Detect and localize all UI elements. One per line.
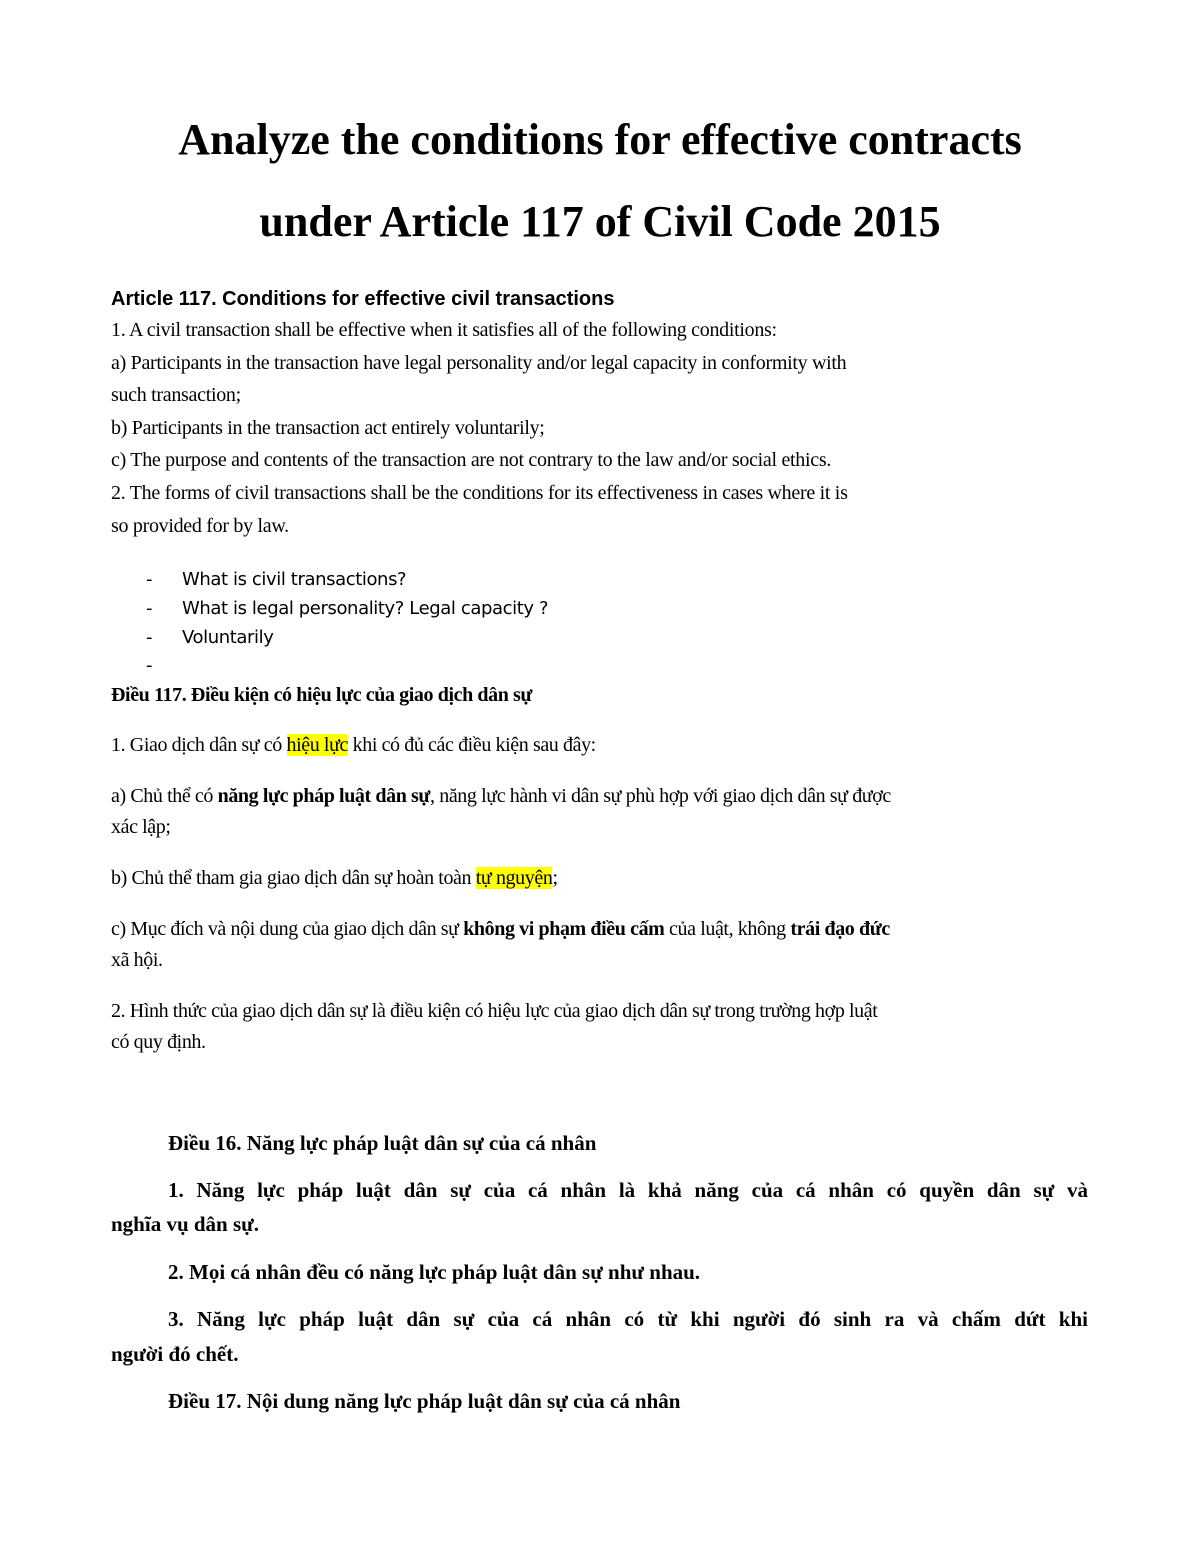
highlighted-text: tự nguyện	[475, 867, 553, 889]
highlighted-text: hiệu lực	[286, 734, 349, 756]
bold-text: năng lực pháp luật dân sự	[217, 785, 431, 807]
article-16-clause-3-cont: người đó chết.	[111, 1342, 239, 1366]
text: của luật, không	[664, 918, 791, 940]
article-vn-clause-c	[111, 919, 890, 939]
article-en-line: b) Participants in the transaction act entirely voluntarily;	[111, 417, 545, 439]
article-vn-clause-c-cont: xã hội.	[111, 949, 163, 971]
article-vn-clause-1	[111, 735, 596, 755]
bold-text: không vi phạm điều cấm	[463, 918, 665, 940]
text: , năng lực hành vi dân sự phù hợp với giao dịch dân sự được	[430, 785, 891, 807]
bullet-item	[146, 657, 182, 675]
text: 1. Giao dịch dân sự có	[111, 734, 287, 756]
article-vn-clause-a-cont: xác lập;	[111, 816, 171, 838]
article-en-line: so provided for by law.	[111, 515, 289, 537]
document-title-line-1: Analyze the conditions for effective contracts	[178, 115, 1022, 164]
article-en-line: 1. A civil transaction shall be effective when it satisfies all of the following conditions:	[111, 319, 777, 341]
bullet-dash: -	[146, 598, 153, 619]
text: a) Chủ thể có	[111, 785, 218, 807]
text: ;	[552, 867, 558, 889]
article-en-line: c) The purpose and contents of the transaction are not contrary to the law and/or social ethics.	[111, 449, 832, 471]
bold-text: trái đạo đức	[790, 918, 890, 940]
article-16-heading: Điều 16. Năng lực pháp luật dân sự của cá nhân	[168, 1131, 597, 1155]
article-en-line: a) Participants in the transaction have legal personality and/or legal capacity in conformity with	[111, 352, 847, 374]
bullet-text: What is legal personality? Legal capacity ?	[182, 598, 549, 619]
article-en-line: such transaction;	[111, 384, 241, 406]
bullet-text: What is civil transactions?	[182, 569, 407, 590]
article-vn-clause-a	[111, 786, 891, 806]
text: khi có đủ các điều kiện sau đây:	[348, 734, 596, 756]
article-en-line: 2. The forms of civil transactions shall be the conditions for its effectiveness in cases where it is	[111, 482, 848, 504]
bullet-text: Voluntarily	[182, 627, 274, 648]
bullet-item	[146, 629, 274, 647]
article-16-clause-3: 3. Năng lực pháp luật dân sự của cá nhân có từ khi người đó sinh ra và chấm dứt khi	[168, 1307, 1088, 1331]
text: c) Mục đích và nội dung của giao dịch dân sự	[111, 918, 464, 940]
bullet-dash: -	[146, 655, 153, 676]
article-vn-clause-b	[111, 868, 558, 888]
article-17-heading: Điều 17. Nội dung năng lực pháp luật dân sự của cá nhân	[168, 1389, 681, 1413]
bullet-item	[146, 600, 548, 618]
article-vn-clause-2-cont: có quy định.	[111, 1031, 206, 1053]
article-117-en-heading: Article 117. Conditions for effective civil transactions	[111, 288, 615, 310]
article-vn-clause-2: 2. Hình thức của giao dịch dân sự là điều kiện có hiệu lực của giao dịch dân sự trong trường hợp luật	[111, 1000, 878, 1022]
article-16-clause-1-cont: nghĩa vụ dân sự.	[111, 1212, 260, 1236]
bullet-dash: -	[146, 569, 153, 590]
text: b) Chủ thể tham gia giao dịch dân sự hoàn toàn	[111, 867, 476, 889]
article-117-vn-heading: Điều 117. Điều kiện có hiệu lực của giao dịch dân sự	[111, 684, 533, 706]
document-title-line-2: under Article 117 of Civil Code 2015	[259, 197, 941, 246]
article-16-clause-1: 1. Năng lực pháp luật dân sự của cá nhân là khả năng của cá nhân có quyền dân sự và	[168, 1178, 1088, 1202]
bullet-dash: -	[146, 627, 153, 648]
article-16-clause-2: 2. Mọi cá nhân đều có năng lực pháp luật dân sự như nhau.	[168, 1260, 701, 1284]
bullet-item	[146, 571, 406, 589]
